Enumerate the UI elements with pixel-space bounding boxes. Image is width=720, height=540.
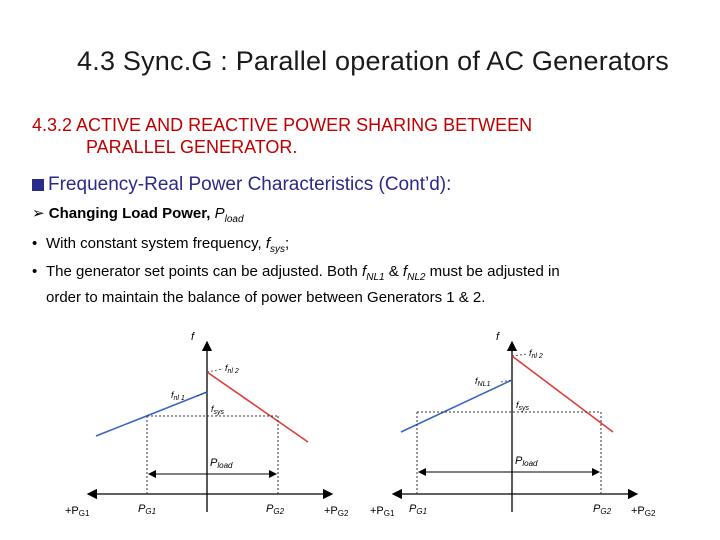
fnl2-label: $f_{nl 2}$ [225, 363, 239, 375]
bullet-2-amp: & [384, 263, 403, 280]
arrow-item [32, 204, 244, 225]
bullet-2 [32, 262, 560, 308]
dot-bullet-icon: • [32, 263, 38, 280]
bullet-2-sub1: NL1 [366, 272, 385, 283]
power-sharing-diagram-2 [365, 322, 665, 522]
fnl1-label: $f_{NL1}$ [475, 376, 491, 388]
subheading-text: Frequency-Real Power Characteristics (Cont’d): [48, 174, 452, 195]
arrow-item-sub: load [224, 214, 244, 225]
bullet-2-tail: must be adjusted in [425, 263, 560, 280]
slide-title: 4.3 Sync.G : Parallel operation of AC Generators [77, 46, 669, 76]
bullet-1-text: With constant system frequency, [46, 235, 266, 252]
pload-label: Pload [210, 457, 233, 470]
f-axis-label: f [191, 331, 195, 343]
fnl2-leader [207, 369, 223, 372]
bullet-2-var2: f [402, 263, 408, 280]
pg2-label: PG2 [593, 503, 612, 516]
bullet-1-var: f [265, 235, 270, 252]
fnl2-label: $f_{nl 2}$ [529, 348, 543, 360]
fsys-label: $f_{sys}$ [211, 404, 225, 416]
f-axis-label: f [496, 331, 500, 343]
arrow-item-var: P [214, 205, 225, 222]
bullet-1 [32, 234, 289, 260]
bullet-2-var1: f [362, 263, 367, 280]
pg1-label: PG1 [138, 503, 157, 516]
bullet-2-text: The generator set points can be adjusted. Both [46, 263, 363, 280]
fsys-label: $f_{sys}$ [516, 400, 530, 412]
section-heading-line2: PARALLEL GENERATOR. [86, 137, 298, 157]
gen2-characteristic-line [207, 372, 308, 442]
arrow-item-text: Changing Load Power, [48, 205, 215, 222]
fnl1-leader [197, 392, 207, 396]
fnl1-label: $f_{nl 1}$ [171, 390, 185, 402]
square-bullet-icon [32, 179, 44, 191]
gen1-characteristic-line [401, 380, 512, 432]
pg1-axis-label: +PG1 [370, 505, 395, 518]
subheading [32, 174, 451, 196]
pg2-axis-label: +PG2 [631, 505, 656, 518]
pg1-axis-label: +PG1 [65, 505, 90, 518]
pg2-axis-label: +PG2 [324, 505, 349, 518]
bullet-1-sub: sys [269, 244, 285, 255]
arrow-bullet-icon: ➢ [32, 205, 45, 222]
section-heading-line1: 4.3.2 ACTIVE AND REACTIVE POWER SHARING BETWEEN [32, 115, 533, 135]
gen2-characteristic-line [512, 356, 613, 432]
pload-label: Pload [515, 455, 538, 468]
bullet-2-line2: order to maintain the balance of power between Generators 1 & 2. [46, 289, 486, 306]
power-sharing-diagram-1 [60, 322, 360, 522]
fnl2-leader [512, 354, 527, 356]
pg1-label: PG1 [409, 503, 428, 516]
bullet-1-tail: ; [284, 235, 290, 252]
gen1-characteristic-line [96, 392, 207, 436]
bullet-2-sub2: NL2 [407, 272, 426, 283]
dot-bullet-icon: • [32, 235, 38, 252]
pg2-label: PG2 [266, 503, 285, 516]
section-heading [32, 114, 532, 158]
